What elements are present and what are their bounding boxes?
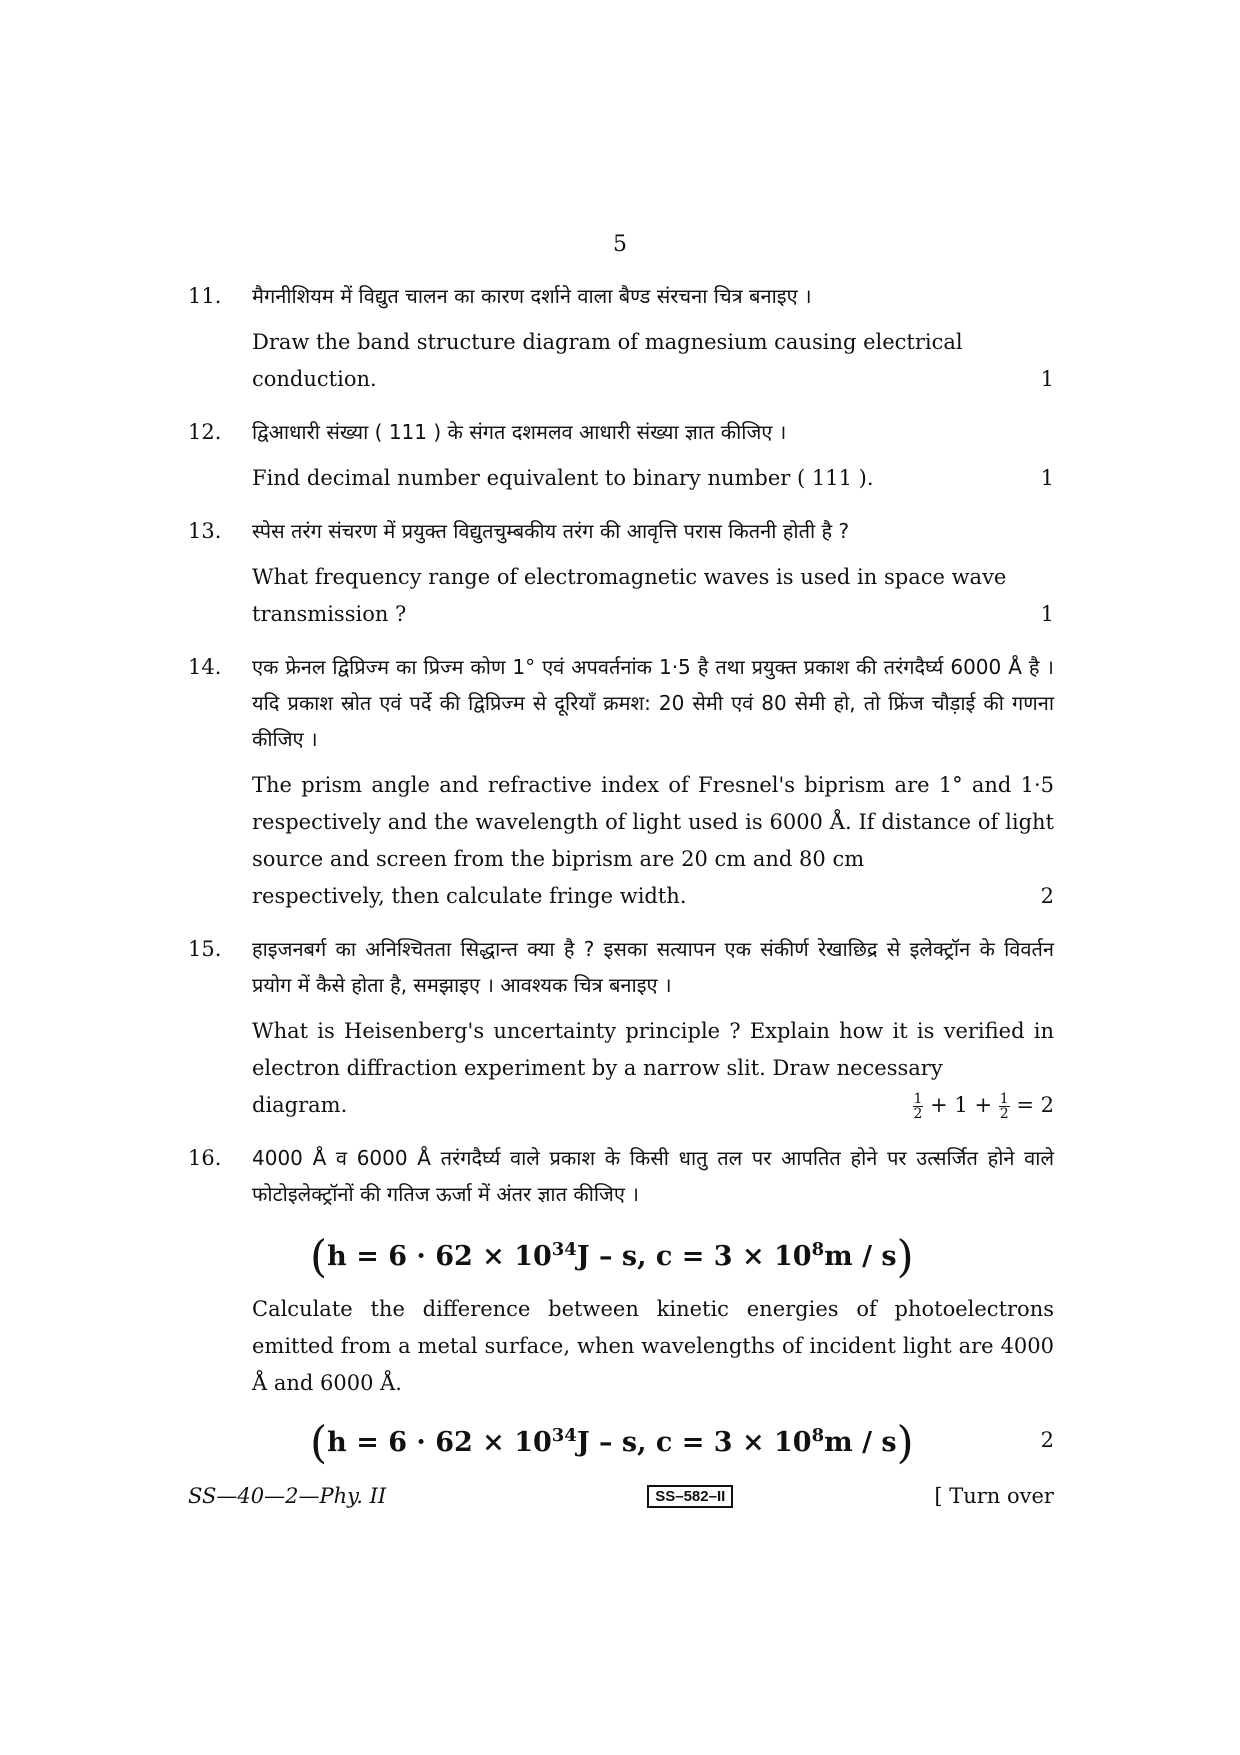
question-marks: 1 xyxy=(1040,602,1054,626)
paper-code: SS—40—2—Phy. II xyxy=(188,1484,387,1508)
fraction-half: $\frac{1}{2}$ xyxy=(999,1091,1009,1122)
question-hindi-text: मैगनीशियम में विद्युत चालन का कारण दर्शाने वाला बैण्ड संरचना चित्र बनाइए । xyxy=(252,284,812,308)
question-english-text: Find decimal number equivalent to binary number ( 111 ). xyxy=(252,466,874,490)
formula-constants: ($h = 6 \cdot 62 \times 10^{34}J - s$, $c = 3 \times 10^8m / s$) xyxy=(310,1231,914,1283)
question-hindi-text: स्पेस तरंग संचरण में प्रयुक्त विद्युतचुम्बकीय तरंग की आवृत्ति परास कितनी होती है ? xyxy=(252,519,850,543)
question-11 xyxy=(188,278,1054,398)
page-footer xyxy=(188,1484,1054,1508)
question-number: 14. xyxy=(188,655,222,679)
question-marks: 2 xyxy=(1040,884,1054,908)
question-number: 12. xyxy=(188,420,222,444)
turn-over-note: [ Turn over xyxy=(934,1484,1054,1508)
question-hindi-text: एक फ्रेनल द्विप्रिज्म का प्रिज्म कोण 1° एवं अपवर्तनांक 1·5 है तथा प्रयुक्त प्रकाश की तरंगदैर्घ्य 6000 Å है । यदि प्रकाश स्रोत एवं पर्दे की द्विप्रिज्म से दूरियाँ क्रमश: 20 सेमी एवं 80 सेमी हो, तो फ्रिंज चौड़ाई की गणना कीजिए । xyxy=(252,655,1054,751)
question-marks: 1 xyxy=(1040,466,1054,490)
question-13 xyxy=(188,513,1054,633)
question-number: 15. xyxy=(188,937,222,961)
question-12 xyxy=(188,414,1054,497)
question-list xyxy=(188,278,1054,1493)
question-english-text-end: conduction. xyxy=(252,367,377,391)
question-hindi-text: 4000 Å व 6000 Å तरंगदैर्घ्य वाले प्रकाश के किसी धातु तल पर आपतित होने पर उत्सर्जित होने वाले फोटोइलेक्ट्रॉनों की गतिज ऊर्जा में अंतर ज्ञात कीजिए । xyxy=(252,1146,1054,1206)
question-marks: $\frac{1}{2}$ + 1 + $\frac{1}{2}$ = 2 xyxy=(913,1091,1054,1122)
formula-constants-english: ($h = 6 \cdot 62 \times 10^{34}J - s$, $c = 3 \times 10^8m / s$) xyxy=(310,1417,914,1469)
question-15 xyxy=(188,931,1054,1124)
question-english-text: What frequency range of electromagnetic waves is used in space wave xyxy=(252,565,1007,589)
question-marks: 1 xyxy=(1040,367,1054,391)
question-english-text: The prism angle and refractive index of Fresnel's biprism are 1° and 1·5 respectively and the wavelength of light used is 6000 Å. If distance of light source and screen from the biprism are 20 cm and 80 cm xyxy=(252,773,1054,871)
question-number: 11. xyxy=(188,284,222,308)
question-english-text-end: transmission ? xyxy=(252,602,407,626)
question-marks: 2 xyxy=(1040,1427,1054,1452)
question-english-text: What is Heisenberg's uncertainty principle ? Explain how it is verified in electron diffraction experiment by a narrow slit. Draw necessary xyxy=(252,1019,1054,1080)
question-hindi-text: द्विआधारी संख्या ( 111 ) के संगत दशमलव आधारी संख्या ज्ञात कीजिए । xyxy=(252,420,787,444)
question-16 xyxy=(188,1140,1054,1477)
question-english-text-end: diagram. xyxy=(252,1093,348,1117)
question-hindi-text: हाइजनबर्ग का अनिश्चितता सिद्धान्त क्या है ? इसका सत्यापन एक संकीर्ण रेखाछिद्र से इलेक्ट्रॉन के विवर्तन प्रयोग में कैसे होता है, समझाइए । आवश्यक चित्र बनाइए । xyxy=(252,937,1054,997)
question-14 xyxy=(188,649,1054,915)
question-english-text: Calculate the difference between kinetic energies of photoelectrons emitted from a metal surface, when wavelengths of incident light are 4000 Å and 6000 Å. xyxy=(252,1297,1054,1395)
question-number: 13. xyxy=(188,519,222,543)
series-code-box: SS–582–II xyxy=(647,1485,733,1508)
question-number: 16. xyxy=(188,1146,222,1170)
question-english-text: Draw the band structure diagram of magnesium causing electrical xyxy=(252,330,963,354)
page-number: 5 xyxy=(613,232,627,257)
question-english-text-end: respectively, then calculate fringe width. xyxy=(252,884,687,908)
fraction-half: $\frac{1}{2}$ xyxy=(913,1091,923,1122)
